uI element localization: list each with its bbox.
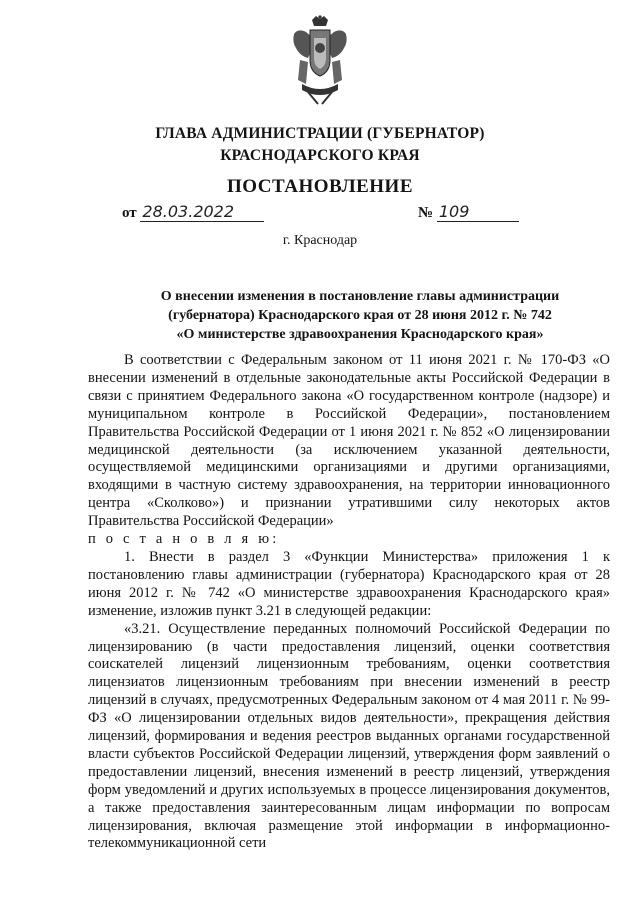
number-line [418, 203, 519, 222]
decree-word: п о с т а н о в л я ю: [88, 531, 280, 548]
preamble-paragraph: В соответствии с Федеральным законом от 11 июня 2021 г. № 170-ФЗ «О внесении изменений в отдельные законодательные акты Российской Федерации в связи с принятием Федерального закона «О государственном контроле (надзоре) и муниципальном контроле в Российской Федерации», постановлением Правительства Российской Федерации от 1 июня 2021 г. № 852 «О лицензировании медицинской деятельности (за исключением указанной деятельности, осуществляемой медицинскими организациями и другими организациями, входящими в частную систему здравоохранения, на территории инновационного центра «Сколково») и признании утратившими силу некоторых актов Правительства Российской Федерации» [88, 352, 610, 530]
document-subject [130, 287, 590, 344]
city-line: г. Краснодар [282, 233, 358, 248]
krasnodar-coat-of-arms-emblem [288, 14, 352, 108]
document-type-title: ПОСТАНОВЛЕНИЕ [226, 176, 414, 197]
subject-line-1: О внесении изменения в постановление главы администрации [160, 289, 560, 304]
document-body [88, 352, 610, 853]
authority-title: ГЛАВА АДМИНИСТРАЦИИ (ГУБЕРНАТОР) [155, 125, 485, 142]
date-prefix: от [122, 205, 137, 221]
subject-line-2: (губернатора) Краснодарского края от 28 июня 2012 г. № 742 [168, 308, 552, 323]
quoted-clause-paragraph: «3.21. Осуществление переданных полномочий Российской Федерации по лицензированию (в части предоставления лицензий, оценки соответствия соискателей лицензий лицензионным требованиям, оценки соответствия лицензиатов лицензионным требованиям при внесении изменений в реестр лицензий в случаях, предусмотренных Федеральным законом от 4 мая 2011 г. № 99-ФЗ «О лицензировании отдельных видов деятельности», прекращения действия лицензий, формирования и ведения реестров выданных органами государственной власти субъектов Российской Федерации лицензий, утверждения форм заявлений о предоставлении лицензий, внесения изменений в реестр лицензий, утверждения форм уведомлений и других используемых в процессе лицензирования документов, а также предоставления заинтересованным лицам информации по вопросам лицензирования, включая размещение этой информации в информационно-телекоммуникационной сети [88, 620, 610, 852]
subject-line-3: «О министерстве здравоохранения Краснодарского края» [176, 327, 544, 342]
number-prefix: № [418, 205, 434, 221]
handwritten-number: 109 [437, 203, 519, 222]
handwritten-date: 28.03.2022 [140, 203, 264, 222]
region-title: КРАСНОДАРСКОГО КРАЯ [220, 147, 420, 164]
item-1-paragraph: 1. Внести в раздел 3 «Функции Министерства» приложения 1 к постановлению главы администрации (губернатора) Краснодарского края от 28 июня 2012 г. № 742 «О министерстве здравоохранения Краснодарского края» изменение, изложив пункт 3.21 в следующей редакции: [88, 548, 610, 619]
date-line [122, 203, 264, 222]
